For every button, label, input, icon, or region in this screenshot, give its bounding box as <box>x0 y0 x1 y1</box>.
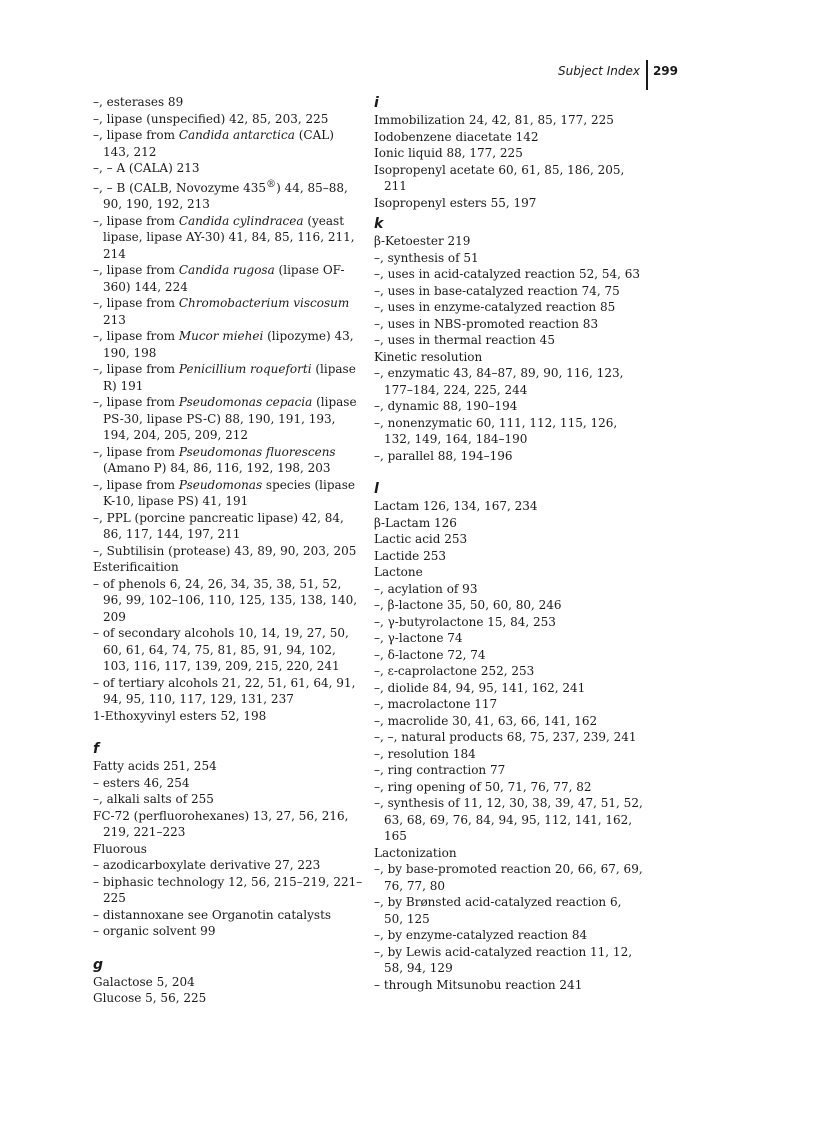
header-divider <box>646 60 648 90</box>
index-entry: Glucose 5, 56, 225 <box>93 991 207 1005</box>
index-entry: –, lipase from Candida cylindracea (yeast lipase, lipase AY-30) 41, 84, 85, 116, 211, 214 <box>93 213 355 261</box>
section-letter: l <box>374 481 379 497</box>
index-entry: – of secondary alcohols 10, 14, 19, 27, 50, 60, 61, 64, 74, 75, 81, 85, 91, 94, 102, 103, 116, 117, 139, 209, 215, 220, 241 <box>93 626 349 673</box>
section-gap <box>374 464 644 480</box>
index-entry: – through Mitsunobu reaction 241 <box>374 977 583 992</box>
index-entry: –, synthesis of 11, 12, 30, 38, 39, 47, 51, 52, 63, 68, 69, 76, 84, 94, 95, 112, 141, 162, 165 <box>374 796 643 843</box>
index-entry: –, uses in acid-catalyzed reaction 52, 54, 63 <box>374 267 641 281</box>
index-entry: –, γ-butyrolactone 15, 84, 253 <box>374 614 556 629</box>
index-entry: Lactone <box>374 565 423 579</box>
index-entry: – esters 46, 254 <box>93 775 190 790</box>
section-letter: i <box>374 95 379 111</box>
index-entry: –, ring contraction 77 <box>374 763 506 777</box>
index-entry: –, resolution 184 <box>374 746 476 761</box>
index-entry: –, macrolactone 117 <box>374 697 498 711</box>
index-entry: –, dynamic 88, 190–194 <box>374 399 518 413</box>
index-entry: –, uses in enzyme-catalyzed reaction 85 <box>374 300 616 314</box>
index-entry: –, macrolide 30, 41, 63, 66, 141, 162 <box>374 713 598 728</box>
index-entry: Kinetic resolution <box>374 349 483 364</box>
index-entry: Immobilization 24, 42, 81, 85, 177, 225 <box>374 113 614 127</box>
index-entry: –, Subtilisin (protease) 43, 89, 90, 203, 205 <box>93 543 357 558</box>
section-letter: f <box>93 741 100 757</box>
index-entry: Lactic acid 253 <box>374 532 468 546</box>
index-entry: –, lipase from Chromobacterium viscosum 213 <box>93 296 350 327</box>
page-number: 299 <box>652 64 678 78</box>
index-entry: β-Ketoester 219 <box>374 234 471 248</box>
index-entry: – distannoxane see Organotin catalysts <box>93 907 332 922</box>
index-entry: –, by base-promoted reaction 20, 66, 67, 69, 76, 77, 80 <box>374 862 643 893</box>
section-letter: k <box>374 216 384 232</box>
index-entry: Fatty acids 251, 254 <box>93 759 217 773</box>
index-column-left <box>93 94 363 1007</box>
index-entry: – of phenols 6, 24, 26, 34, 35, 38, 51, 52, 96, 99, 102–106, 110, 125, 135, 138, 140, 209 <box>93 576 358 624</box>
index-entry: Iodobenzene diacetate 142 <box>374 129 539 144</box>
index-entry: –, uses in NBS-promoted reaction 83 <box>374 316 599 331</box>
running-header <box>558 60 678 90</box>
index-entry: FC-72 (perfluorohexanes) 13, 27, 56, 216, 219, 221–223 <box>93 808 349 839</box>
index-entry: –, γ-lactone 74 <box>374 631 463 645</box>
index-entry: –, alkali salts of 255 <box>93 792 214 806</box>
index-entry: –, ε-caprolactone 252, 253 <box>374 664 535 678</box>
index-entry: Fluorous <box>93 841 147 856</box>
index-entry: –, acylation of 93 <box>374 581 478 596</box>
index-entry: Esterificaition <box>93 560 179 574</box>
index-entry: 1-Ethoxyvinyl esters 52, 198 <box>93 708 267 723</box>
index-entry: –, by Brønsted acid-catalyzed reaction 6, 50, 125 <box>374 895 622 926</box>
index-entry: β-Lactam 126 <box>374 515 457 530</box>
index-entry: –, β-lactone 35, 50, 60, 80, 246 <box>374 598 562 612</box>
index-entry: –, –, natural products 68, 75, 237, 239, 241 <box>374 730 637 744</box>
index-entry: Isopropenyl acetate 60, 61, 85, 186, 205, 211 <box>374 162 625 193</box>
section-letter: g <box>93 956 104 973</box>
index-entry: –, enzymatic 43, 84–87, 89, 90, 116, 123, 177–184, 224, 225, 244 <box>374 366 624 397</box>
section-gap <box>93 724 363 740</box>
index-entry: –, ring opening of 50, 71, 76, 77, 82 <box>374 779 592 794</box>
index-entry: –, lipase from Mucor miehei (lipozyme) 43, 190, 198 <box>93 329 354 360</box>
index-entry: – of tertiary alcohols 21, 22, 51, 61, 64, 91, 94, 95, 110, 117, 129, 131, 237 <box>93 675 356 706</box>
index-entry: –, – B (CALB, Novozyme 435®) 44, 85–88, 90, 190, 192, 213 <box>93 178 348 211</box>
running-header-title: Subject Index <box>558 64 640 78</box>
index-entry: Lactide 253 <box>374 548 447 563</box>
index-entry: Lactonization <box>374 845 457 860</box>
index-entry: –, δ-lactone 72, 74 <box>374 647 486 662</box>
index-entry: –, – A (CALA) 213 <box>93 161 200 175</box>
index-entry: –, nonenzymatic 60, 111, 112, 115, 126, 132, 149, 164, 184–190 <box>374 415 618 446</box>
index-entry: –, lipase from Candida antarctica (CAL) 143, 212 <box>93 128 334 159</box>
index-entry: –, PPL (porcine pancreatic lipase) 42, 84, 86, 117, 144, 197, 211 <box>93 510 344 541</box>
index-entry: –, lipase from Penicillium roqueforti (lipase R) 191 <box>93 362 356 393</box>
index-entry: Lactam 126, 134, 167, 234 <box>374 499 538 513</box>
index-entry: –, lipase from Pseudomonas cepacia (lipase PS-30, lipase PS-C) 88, 190, 191, 193, 194, 204, 205, 209, 212 <box>93 395 357 442</box>
index-entry: – azodicarboxylate derivative 27, 223 <box>93 858 321 872</box>
index-entry: Galactose 5, 204 <box>93 974 195 989</box>
index-entry: – biphasic technology 12, 56, 215–219, 221–225 <box>93 874 363 905</box>
index-entry: –, uses in base-catalyzed reaction 74, 75 <box>374 283 620 298</box>
index-entry: Isopropenyl esters 55, 197 <box>374 195 537 210</box>
index-entry: –, lipase from Pseudomonas fluorescens (Amano P) 84, 86, 116, 192, 198, 203 <box>93 444 336 475</box>
index-entry: –, diolide 84, 94, 95, 141, 162, 241 <box>374 680 586 695</box>
index-entry: –, by Lewis acid-catalyzed reaction 11, 12, 58, 94, 129 <box>374 944 633 975</box>
index-entry: –, lipase from Pseudomonas species (lipase K-10, lipase PS) 41, 191 <box>93 477 355 508</box>
index-entry: –, lipase (unspecified) 42, 85, 203, 225 <box>93 111 329 126</box>
index-entry: –, by enzyme-catalyzed reaction 84 <box>374 928 588 942</box>
index-entry: – organic solvent 99 <box>93 924 216 938</box>
index-entry: –, lipase from Candida rugosa (lipase OF-360) 144, 224 <box>93 263 345 294</box>
section-gap <box>93 940 363 956</box>
index-entry: –, uses in thermal reaction 45 <box>374 333 555 347</box>
index-entry: –, esterases 89 <box>93 95 184 109</box>
index-entry: –, parallel 88, 194–196 <box>374 448 513 463</box>
index-entry: –, synthesis of 51 <box>374 250 479 265</box>
index-column-right <box>374 94 644 993</box>
index-entry: Ionic liquid 88, 177, 225 <box>374 146 523 160</box>
